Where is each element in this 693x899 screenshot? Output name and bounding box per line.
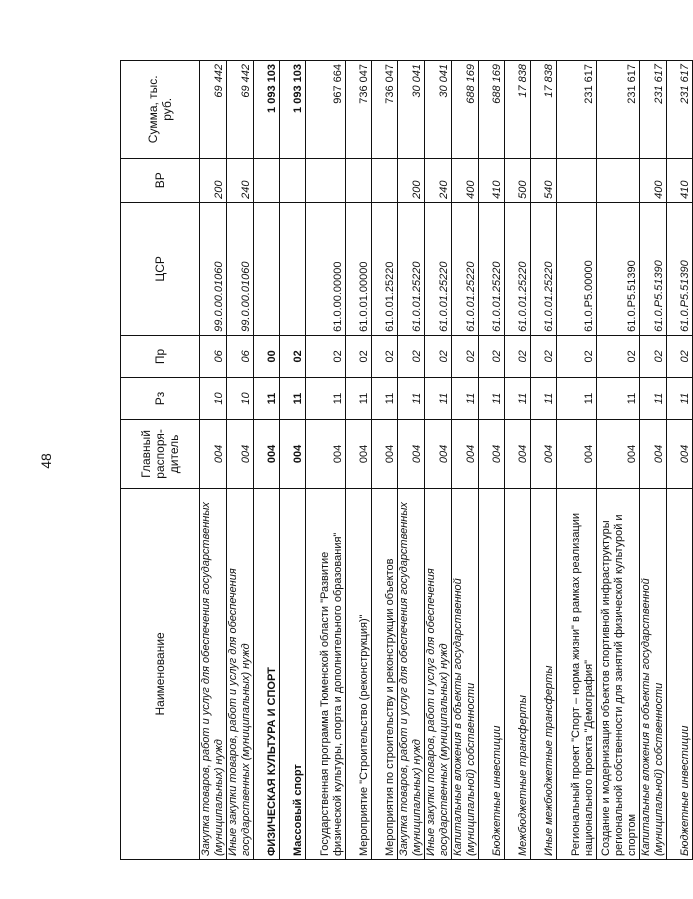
cell-name: Бюджетные инвестиции	[667, 488, 693, 859]
table-row	[479, 61, 505, 860]
cell-sum: 231 617	[597, 61, 640, 159]
cell-admin: 004	[254, 420, 280, 489]
cell-sum: 69 442	[227, 61, 254, 159]
cell-sum: 736 047	[372, 61, 398, 159]
cell-csr: 61.0.01.25220	[479, 202, 505, 335]
cell-pr: 06	[200, 335, 227, 377]
cell-admin: 004	[425, 420, 452, 489]
table-row	[667, 61, 693, 860]
cell-name: Иные закупки товаров, работ и услуг для обеспечения государственных (муниципальных) нужд	[227, 488, 254, 859]
cell-admin: 004	[640, 420, 667, 489]
cell-sum: 69 442	[200, 61, 227, 159]
table-row	[531, 61, 557, 860]
header-pr: Пр	[121, 335, 200, 377]
cell-csr: 61.0.01.25220	[505, 202, 531, 335]
cell-csr: 61.0.P5.51390	[667, 202, 693, 335]
cell-sum: 231 617	[640, 61, 667, 159]
table-row	[280, 61, 306, 860]
cell-vr	[306, 158, 346, 202]
cell-vr: 540	[531, 158, 557, 202]
cell-pr: 02	[372, 335, 398, 377]
cell-name: Создание и модернизация объектов спортивной инфраструктуры региональной собственности для занятий физической культурой и спортом	[597, 488, 640, 859]
cell-admin: 004	[346, 420, 372, 489]
cell-sum: 1 093 103	[280, 61, 306, 159]
table-row	[505, 61, 531, 860]
cell-rz: 11	[597, 377, 640, 419]
cell-sum: 17 838	[505, 61, 531, 159]
cell-name: Капитальные вложения в объекты государственной (муниципальной) собственности	[452, 488, 479, 859]
header-sum: Сумма, тыс. руб.	[121, 61, 200, 159]
cell-rz: 10	[227, 377, 254, 419]
cell-name: Мероприятие "Строительство (реконструкция)"	[346, 488, 372, 859]
cell-admin: 004	[479, 420, 505, 489]
header-rz: Рз	[121, 377, 200, 419]
cell-vr: 240	[227, 158, 254, 202]
cell-admin: 004	[200, 420, 227, 489]
cell-pr: 02	[306, 335, 346, 377]
cell-csr: 61.0.01.25220	[372, 202, 398, 335]
cell-sum: 688 169	[479, 61, 505, 159]
cell-vr: 500	[505, 158, 531, 202]
cell-rz: 11	[346, 377, 372, 419]
header-csr: ЦСР	[121, 202, 200, 335]
cell-csr: 61.0.P5.51390	[640, 202, 667, 335]
cell-rz: 11	[306, 377, 346, 419]
cell-vr	[597, 158, 640, 202]
cell-sum: 231 617	[557, 61, 597, 159]
cell-vr: 200	[200, 158, 227, 202]
rotated-table-frame	[120, 60, 691, 860]
header-admin: Главный распоря-дитель	[121, 420, 200, 489]
table-row	[254, 61, 280, 860]
cell-admin: 004	[227, 420, 254, 489]
table-row	[398, 61, 425, 860]
cell-rz: 11	[667, 377, 693, 419]
cell-vr: 400	[452, 158, 479, 202]
cell-vr	[372, 158, 398, 202]
cell-name: Бюджетные инвестиции	[479, 488, 505, 859]
cell-vr: 410	[479, 158, 505, 202]
cell-pr: 02	[398, 335, 425, 377]
cell-name: Государственная программа Тюменской области "Развитие физической культуры, спорта и дополнительного образования"	[306, 488, 346, 859]
table-header-row	[121, 61, 200, 860]
cell-pr: 02	[280, 335, 306, 377]
table-row	[306, 61, 346, 860]
cell-name: Закупка товаров, работ и услуг для обеспечения государственных (муниципальных) нужд	[398, 488, 425, 859]
cell-pr: 02	[505, 335, 531, 377]
cell-admin: 004	[452, 420, 479, 489]
cell-name: Иные закупки товаров, работ и услуг для обеспечения государственных (муниципальных) нужд	[425, 488, 452, 859]
cell-rz: 11	[505, 377, 531, 419]
table-row	[200, 61, 227, 860]
cell-vr	[346, 158, 372, 202]
cell-csr: 61.0.P5.00000	[557, 202, 597, 335]
cell-rz: 11	[479, 377, 505, 419]
cell-sum: 30 041	[398, 61, 425, 159]
cell-vr: 200	[398, 158, 425, 202]
cell-admin: 004	[531, 420, 557, 489]
cell-pr: 02	[667, 335, 693, 377]
cell-pr: 02	[597, 335, 640, 377]
cell-rz: 11	[280, 377, 306, 419]
cell-rz: 11	[557, 377, 597, 419]
cell-vr: 410	[667, 158, 693, 202]
page-number: 48	[38, 453, 54, 469]
cell-vr	[557, 158, 597, 202]
cell-vr	[254, 158, 280, 202]
cell-vr: 400	[640, 158, 667, 202]
cell-sum: 30 041	[425, 61, 452, 159]
cell-admin: 004	[557, 420, 597, 489]
cell-rz: 11	[254, 377, 280, 419]
cell-csr: 61.0.01.25220	[425, 202, 452, 335]
table-row	[640, 61, 667, 860]
cell-name: Мероприятия по строительству и реконструкции объектов	[372, 488, 398, 859]
header-name: Наименование	[121, 488, 200, 859]
cell-pr: 02	[346, 335, 372, 377]
cell-rz: 11	[425, 377, 452, 419]
table-row	[425, 61, 452, 860]
cell-admin: 004	[667, 420, 693, 489]
cell-rz: 11	[372, 377, 398, 419]
cell-rz: 11	[531, 377, 557, 419]
cell-rz: 11	[640, 377, 667, 419]
cell-pr: 02	[425, 335, 452, 377]
cell-pr: 02	[557, 335, 597, 377]
cell-csr	[254, 202, 280, 335]
cell-csr: 61.0.01.25220	[531, 202, 557, 335]
cell-pr: 02	[531, 335, 557, 377]
cell-csr: 61.0.01.25220	[452, 202, 479, 335]
cell-sum: 688 169	[452, 61, 479, 159]
cell-name: ФИЗИЧЕСКАЯ КУЛЬТУРА И СПОРТ	[254, 488, 280, 859]
table-row	[597, 61, 640, 860]
cell-name: Закупка товаров, работ и услуг для обеспечения государственных (муниципальных) нужд	[200, 488, 227, 859]
cell-csr: 61.0.01.25220	[398, 202, 425, 335]
cell-pr: 02	[479, 335, 505, 377]
budget-table	[120, 60, 693, 860]
cell-vr	[280, 158, 306, 202]
table-row	[557, 61, 597, 860]
cell-sum: 1 093 103	[254, 61, 280, 159]
cell-rz: 11	[398, 377, 425, 419]
cell-pr: 00	[254, 335, 280, 377]
header-vr: ВР	[121, 158, 200, 202]
cell-csr: 99.0.00.01060	[200, 202, 227, 335]
table-row	[346, 61, 372, 860]
cell-csr	[280, 202, 306, 335]
cell-rz: 10	[200, 377, 227, 419]
cell-csr: 61.0.00.00000	[306, 202, 346, 335]
cell-sum: 736 047	[346, 61, 372, 159]
cell-rz: 11	[452, 377, 479, 419]
cell-vr: 240	[425, 158, 452, 202]
cell-admin: 004	[372, 420, 398, 489]
cell-csr: 99.0.00.01060	[227, 202, 254, 335]
cell-sum: 967 664	[306, 61, 346, 159]
cell-admin: 004	[306, 420, 346, 489]
table-row	[372, 61, 398, 860]
cell-pr: 02	[640, 335, 667, 377]
cell-csr: 61.0.P5.51390	[597, 202, 640, 335]
cell-name: Капитальные вложения в объекты государственной (муниципальной) собственности	[640, 488, 667, 859]
table-body	[200, 61, 693, 860]
cell-sum: 231 617	[667, 61, 693, 159]
cell-pr: 06	[227, 335, 254, 377]
cell-name: Межбюджетные трансферты	[505, 488, 531, 859]
cell-admin: 004	[597, 420, 640, 489]
cell-pr: 02	[452, 335, 479, 377]
table-row	[227, 61, 254, 860]
cell-sum: 17 838	[531, 61, 557, 159]
cell-admin: 004	[398, 420, 425, 489]
cell-admin: 004	[280, 420, 306, 489]
cell-name: Массовый спорт	[280, 488, 306, 859]
cell-admin: 004	[505, 420, 531, 489]
table-row	[452, 61, 479, 860]
cell-name: Иные межбюджетные трансферты	[531, 488, 557, 859]
cell-csr: 61.0.01.00000	[346, 202, 372, 335]
cell-name: Региональный проект "Спорт – норма жизни" в рамках реализации национального проекта "Демография"	[557, 488, 597, 859]
